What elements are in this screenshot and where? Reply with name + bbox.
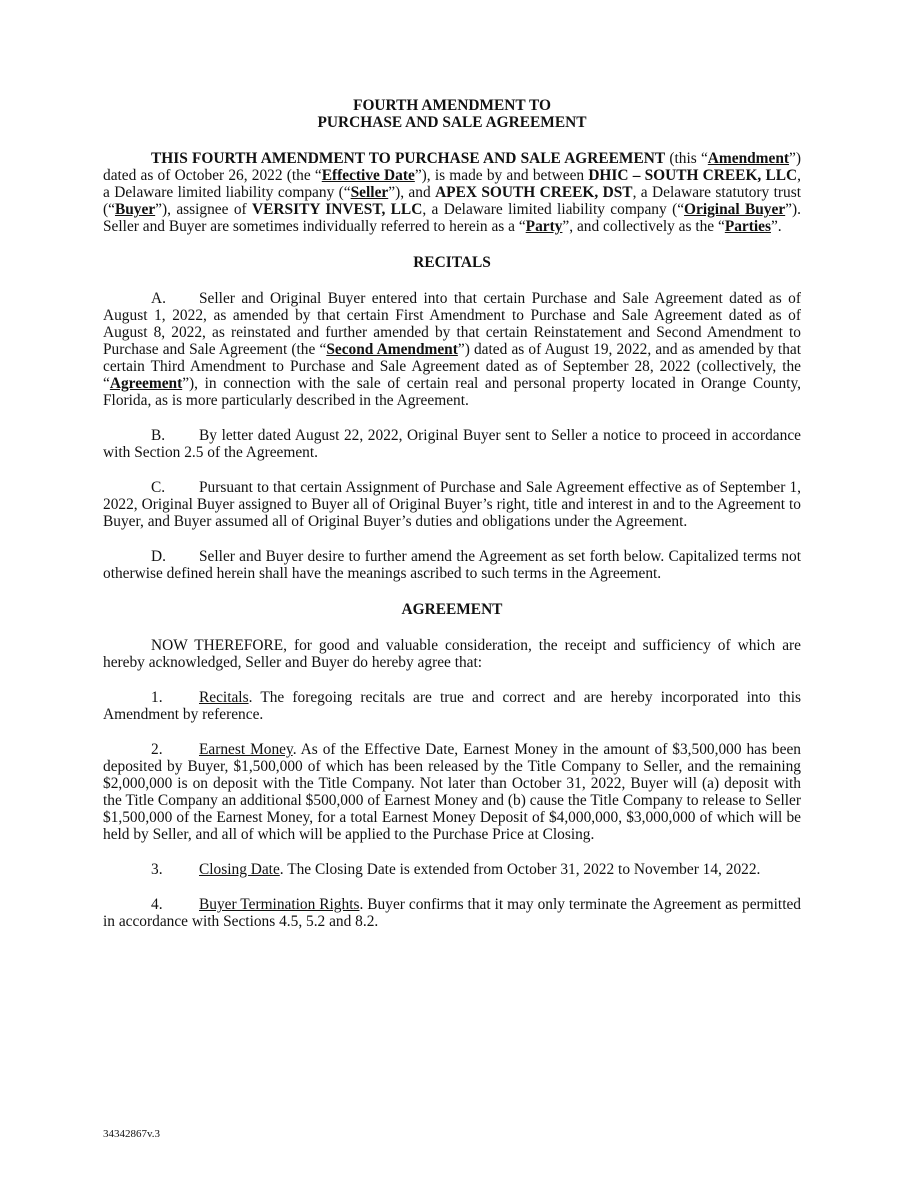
section-paragraph-number: 1. [151,689,163,706]
agreement-heading: AGREEMENT [401,601,503,618]
sections-list [103,689,801,930]
text-segment: By letter dated August 22, 2022, Original Buyer sent to Seller a notice to proceed in accordance with Section 2.5 of the Agreement. [103,427,801,461]
defined-term: Amendment [707,150,790,167]
defined-term: Closing Date [199,861,280,878]
intro-paragraph [103,150,801,235]
defined-term: Buyer [114,201,156,218]
section-paragraph [103,741,801,843]
defined-term: Agreement [109,375,183,392]
defined-term: DHIC – SOUTH CREEK, LLC [588,167,798,184]
section-paragraph-number: 2. [151,741,163,758]
defined-term: Party [525,218,563,235]
document-page [103,97,801,948]
section-paragraph-number: 4. [151,896,163,913]
recitals-heading: RECITALS [413,254,491,271]
text-segment: ”), and [388,184,436,201]
defined-term: Buyer Termination Rights [199,896,360,913]
defined-term: APEX SOUTH CREEK, DST [435,184,633,201]
document-id-footer: 34342867v.3 [103,1128,161,1140]
section-paragraph [103,689,801,723]
defined-term: VERSITY INVEST, LLC [252,201,423,218]
text-segment: Seller and Original Buyer entered into that certain Purchase and Sale Agreement dated as of August 1, 2022, as amended by that certain First Amendment to Purchase and Sale Agreement dated as of August 8, 2022, as reinstated and further amended by that certain Reinstatement and Second Amendment to Purchase and Sale Agreement (the “ [103,290,801,358]
text-segment: ”) dated as of October 26, 2022 (the “ [103,150,801,184]
text-segment: , a Delaware limited liability company (“ [103,167,801,201]
agreement-intro: NOW THEREFORE, for good and valuable consideration, the receipt and sufficiency of which are hereby acknowledged, Seller and Buyer do hereby agree that: [103,637,801,671]
section-paragraph [103,861,801,878]
document-title-line2: PURCHASE AND SALE AGREEMENT [317,114,587,131]
text-segment: ”, and collectively as the “ [562,218,725,235]
defined-term: Parties [724,218,771,235]
document-title-line1: FOURTH AMENDMENT TO [353,97,551,114]
text-segment: (this “ [665,150,708,167]
recital-paragraph [103,290,801,409]
text-segment: . The foregoing recitals are true and correct and are hereby incorporated into this Amendment by reference. [103,689,801,723]
text-segment: . Buyer confirms that it may only terminate the Agreement as permitted in accordance with Sections 4.5, 5.2 and 8.2. [103,896,801,930]
defined-term: Recitals [199,689,249,706]
recital-paragraph-number: D. [151,548,166,565]
defined-term: Effective Date [321,167,415,184]
text-segment: Pursuant to that certain Assignment of Purchase and Sale Agreement effective as of September 1, 2022, Original Buyer assigned to Buyer all of Original Buyer’s right, title and interest in and to the Agreement to Buyer, and Buyer assumed all of Original Buyer’s duties and obligations under the Agreement. [103,479,801,530]
text-segment: ”). Seller and Buyer are sometimes individually referred to herein as a “ [103,201,801,235]
defined-term: Second Amendment [326,341,458,358]
recital-paragraph-number: A. [151,290,166,307]
recital-paragraph [103,548,801,582]
text-segment: ”), assignee of [155,201,253,218]
text-segment: ”), in connection with the sale of certain real and personal property located in Orange County, Florida, as is more particularly described in the Agreement. [103,375,801,409]
text-segment: . As of the Effective Date, Earnest Money in the amount of $3,500,000 has been deposited by Buyer, $1,500,000 of which has been released by the Title Company to Seller, and the remaining $2,000,000 is on deposit with the Title Company. Not later than October 31, 2022, Buyer will (a) deposit with the Title Company an additional $500,000 of Earnest Money and (b) cause the Title Company to release to Seller $1,500,000 of the Earnest Money, for a total Earnest Money Deposit of $4,000,000, $3,000,000 of which will be held by Seller, and all of which will be applied to the Purchase Price at Closing. [103,741,801,843]
recital-paragraph [103,427,801,461]
text-segment: , a Delaware limited liability company (“ [422,201,685,218]
text-segment: Seller and Buyer desire to further amend the Agreement as set forth below. Capitalized terms not otherwise defined herein shall have the meanings ascribed to such terms in the Agreement. [103,548,801,582]
text-segment: ”. [770,218,782,235]
recital-paragraph [103,479,801,530]
text-segment: ”), is made by and between [414,167,589,184]
section-paragraph-number: 3. [151,861,163,878]
text-segment: . The Closing Date is extended from October 31, 2022 to November 14, 2022. [279,861,761,878]
recital-paragraph-number: B. [151,427,166,444]
section-paragraph [103,896,801,930]
recitals-list [103,290,801,582]
defined-term: Seller [350,184,389,201]
defined-term: Earnest Money [199,741,293,758]
text-segment: ”) dated as of August 19, 2022, and as amended by that certain Third Amendment to Purchase and Sale Agreement dated as of September 28, 2022 (collectively, the “ [103,341,801,392]
text-segment: , a Delaware statutory trust (“ [103,184,802,218]
defined-term: THIS FOURTH AMENDMENT TO PURCHASE AND SALE AGREEMENT [151,150,666,167]
defined-term: Original Buyer [684,201,786,218]
recital-paragraph-number: C. [151,479,166,496]
